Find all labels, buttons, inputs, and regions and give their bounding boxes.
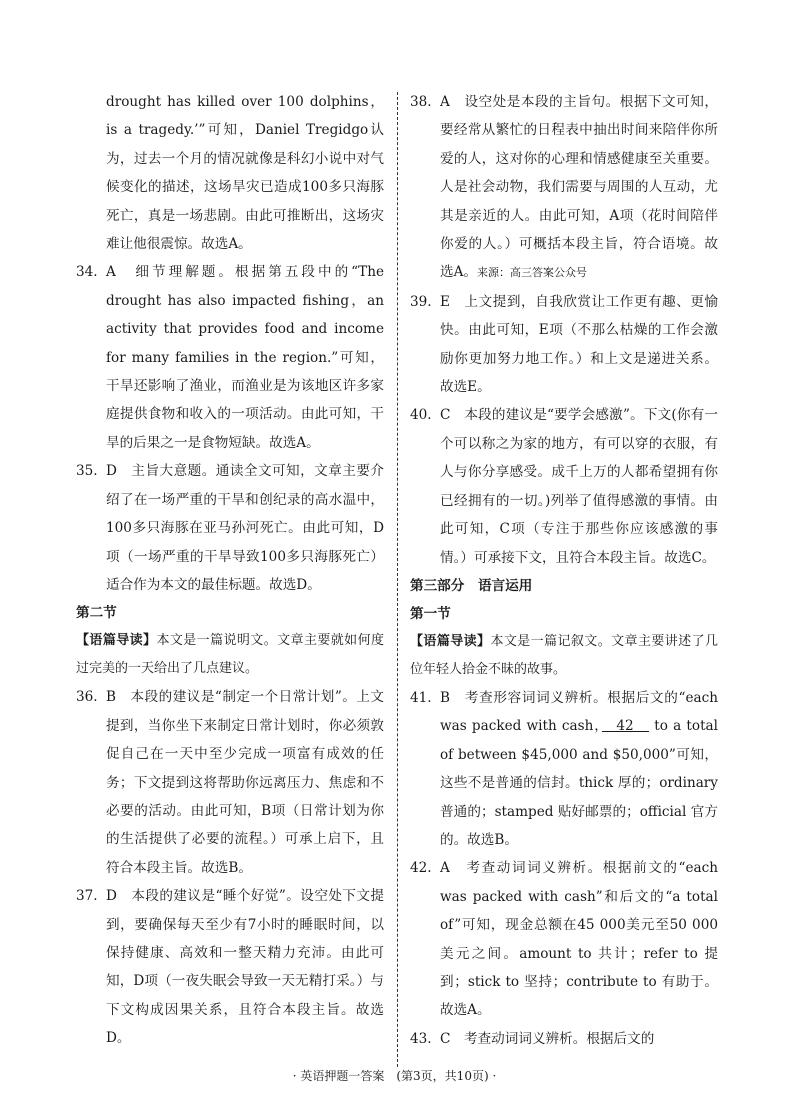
answer-33-text: drought has killed over 100 dolphins，is a tragedy.’”可知，Daniel Tregidgo认为，过去一个月的情况就像是科幻小说中对气候变化的描述，这场旱灾已造成100多只海豚死亡，真是一场悲剧。由此可推断出，这场灾难让他很震惊。故选A。 xyxy=(106,94,384,253)
passage-guide-3-tag: 【语篇导读】 xyxy=(410,633,491,649)
answer-35-text: D 主旨大意题。通读全文可知，文章主要介绍了在一场严重的干旱和创纪录的高水温中，100多只海豚在亚马孙河死亡。由此可知，D项（一场严重的干旱导致100多只海豚死亡）适合作为本文的最佳标题。故选D。 xyxy=(106,463,384,593)
answer-41-text-a: B 考查形容词词义辨析。根据后文的“each was packed with cash， xyxy=(440,689,718,735)
left-column xyxy=(76,88,384,1053)
answer-37 xyxy=(76,882,384,1052)
answer-43-text: C 考查动词词义辨析。根据后文的 xyxy=(440,1030,655,1047)
answer-40-text: C 本段的建议是“要学会感激”。下文(你有一个可以称之为家的地方，有可以穿的衣服，有人与你分享感受。成千上万的人都希望拥有你已经拥有的一切。)列举了值得感激的事情。由此可知，C项（专注于那些你应该感激的事情。）可承接下文，且符合本段主旨。故选C。 xyxy=(440,407,718,566)
answer-34-number: 34. xyxy=(76,264,98,281)
right-column xyxy=(410,88,718,1053)
answer-35 xyxy=(76,457,384,599)
answer-34 xyxy=(76,258,384,457)
section-heading-2: 第二节 xyxy=(76,605,117,622)
answer-41-blank: 42 xyxy=(601,718,650,735)
answer-38-number: 38. xyxy=(410,94,432,110)
answer-40-number: 40. xyxy=(410,407,432,424)
answer-39 xyxy=(410,288,718,402)
answer-36-number: 36. xyxy=(76,689,98,706)
answer-38-text: A 设空处是本段的主旨句。根据下文可知，要经常从繁忙的日程表中抽出时间来陪伴你所爱的人，这对你的心理和情感健康至关重要。人是社会动物，我们需要与周围的人互动，尤其是亲近的人。由此可知，A项（花时间陪伴你爱的人。）可概括本段主旨，符合语境。故选A。 xyxy=(440,94,718,281)
answer-34-text: A 细节理解题。根据第五段中的“The drought has also impacted fishing，an activity that provides food and income for many families in the region.”可知，干旱还影响了渔业，而渔业是为该地区许多家庭提供食物和收入的一项活动。由此可知，干旱的后果之一是食物短缺。故选A。 xyxy=(106,264,384,451)
answer-35-number: 35. xyxy=(76,463,98,480)
answer-37-text: D 本段的建议是“睡个好觉”。设空处下文提到，要确保每天至少有7小时的睡眠时间，以保持健康、高效和一整天精力充沛。由此可知，D项（一夜失眠会导致一天无精打采。）与下文构成因果关系，且符合本段主旨。故选D。 xyxy=(106,888,384,1047)
answer-37-number: 37. xyxy=(76,888,98,905)
answer-43 xyxy=(410,1025,718,1053)
answer-42-text: A 考查动词词义辨析。根据前文的“each was packed with cash”和后文的“a total of”可知，现金总额在45 000美元至50 000美元之间。amount to 共计；refer to 提到；stick to 坚持；contribute to 有助于。故选A。 xyxy=(440,860,718,1019)
answer-41-number: 41. xyxy=(410,689,432,706)
passage-guide-2 xyxy=(76,627,384,683)
source-note: 来源：高三答案公众号 xyxy=(477,266,588,280)
answer-33-continued xyxy=(76,88,384,258)
passage-guide-2-tag: 【语篇导读】 xyxy=(76,633,157,649)
passage-guide-3 xyxy=(410,628,718,684)
answer-39-text: E 上文提到，自我欣赏让工作更有趣、更愉快。由此可知，E项（不那么枯燥的工作会激励你更加努力地工作。）和上文是递进关系。故选E。 xyxy=(440,293,718,396)
answer-41 xyxy=(410,684,718,854)
column-divider xyxy=(397,92,398,1067)
answer-42 xyxy=(410,854,718,1024)
answer-41-text-b: to a total of between $45,000 and $50,000”可知，这些不是普通的信封。thick 厚的；ordinary 普通的；stamped 贴好邮票的；official 官方的。故选B。 xyxy=(440,718,718,848)
answer-36 xyxy=(76,683,384,882)
part-heading-3: 第三部分 语言运用 xyxy=(410,577,533,594)
section-heading-1: 第一节 xyxy=(410,605,451,622)
page-footer: · 英语押题一答案 (第3页，共10页) · xyxy=(292,1069,497,1083)
answer-36-text: B 本段的建议是“制定一个日常计划”。上文提到，当你坐下来制定日常计划时，你必须敦促自己在一天中至少完成一项富有成效的任务；下文提到这将帮助你远离压力、焦虑和不必要的活动。由此可知，B项（日常计划为你的生活提供了必要的流程。）可承上启下，且符合本段主旨。故选B。 xyxy=(106,689,384,876)
passage-guide-2-text: 本文是一篇说明文。文章主要就如何度过完美的一天给出了几点建议。 xyxy=(76,633,384,677)
answer-38 xyxy=(410,88,718,288)
answer-40 xyxy=(410,401,718,571)
answer-43-number: 43. xyxy=(410,1030,432,1047)
answer-39-number: 39. xyxy=(410,293,432,310)
passage-guide-3-text: 本文是一篇记叙文。文章主要讲述了几位年轻人拾金不昧的故事。 xyxy=(410,633,718,677)
answer-42-number: 42. xyxy=(410,860,432,877)
